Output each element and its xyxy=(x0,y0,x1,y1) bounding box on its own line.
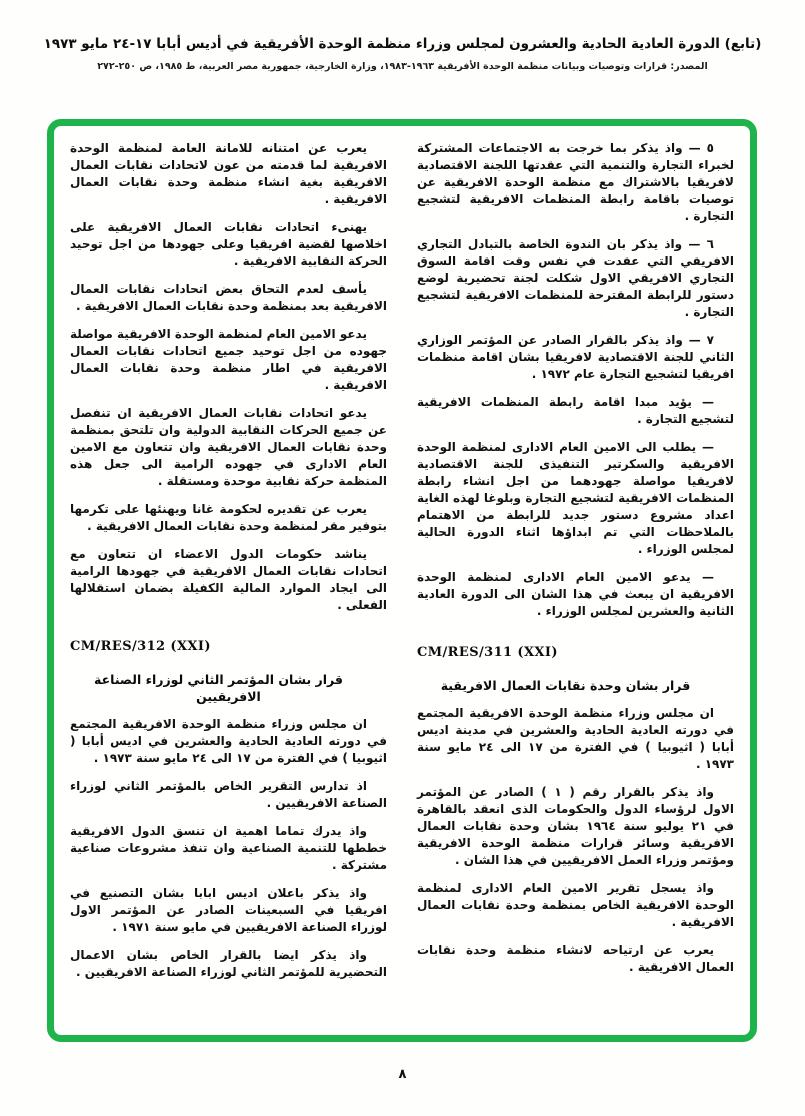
paragraph: اذ تدارس التقرير الخاص بالمؤتمر الثاني لوزراء الصناعة الافريقيين . xyxy=(70,779,387,810)
paragraph: ٥ — واذ يذكر بما خرجت به الاجتماعات المشتركة لخبراء التجارة والتنمية التي عقدتها اللجنة الاقتصادية لافريقيا بالاشتراك مع منظمة الوحدة الافريقية عن توصيات باقامة رابطة المنظمات الافريقية لتشجيع التجارة . xyxy=(417,141,734,223)
resolution-code-311: CM/RES/311 (XXI) xyxy=(417,645,558,660)
paragraph: ٦ — واذ يذكر بان الندوة الخاصة بالتبادل التجاري الافريقي التي عقدت في نفس وقت اقامة السوق التجاري الافريقي الاول شكلت لجنة تحضيرية لوضع دستور للرابطة المقترحة للمنظمات الافريقية لتشجيع التجارة . xyxy=(417,237,734,319)
paragraph: واذ يذكر ايضا بالقرار الخاص بشان الاعمال التحضيرية للمؤتمر الثاني لوزراء الصناعة الافريقيين . xyxy=(70,948,387,979)
column-left xyxy=(70,140,387,1025)
page-header xyxy=(0,0,805,72)
paragraph: يعرب عن امتنانه للامانة العامة لمنظمة الوحدة الافريقية لما قدمته من عون لاتحادات نقابات العمال الافريقية بغية انشاء منظمة وحدة نقابات العمال الافريقية . xyxy=(70,141,387,206)
paragraph: واذ يذكر بالقرار رقم ( ١ ) الصادر عن المؤتمر الاول لرؤساء الدول والحكومات الذى انعقد بالقاهرة في ٢١ يوليو سنة ١٩٦٤ بشان وحدة نقابات العمال الافريقية وسائر قرارات منظمة الوحدة الافريقية ومؤتمر وزراء العمل الافريقيين في هذا الشان . xyxy=(417,785,735,867)
paragraph: يعرب عن تقديره لحكومة غانا ويهنئها على تكرمها بتوفير مقر لمنظمة وحدة نقابات العمال الافريقية . xyxy=(70,502,387,533)
paragraph: يهنىء اتحادات نقابات العمال الافريقية على اخلاصها لقضية افريقيا وعلى جهودها من اجل توحيد الحركة النقابية الافريقية . xyxy=(70,220,387,268)
paragraph: ٧ — واذ يذكر بالقرار الصادر عن المؤتمر الوزاري الثاني للجنة الاقتصادية لافريقيا بشان اقامة منظمات افريقيا لتشجيع التجارة عام ١٩٧٢ . xyxy=(417,333,734,381)
paragraph: واذ يذكر باعلان اديس ابابا بشان التصنيع في افريقيا في السبعينات الصادر عن المؤتمر الاول لوزراء الصناعة الافريقيين في مايو سنة ١٩٧١ . xyxy=(70,886,387,934)
header-source-line: المصدر: قرارات وتوصيات وبيانات منظمة الوحدة الأفريقية ١٩٦٣-١٩٨٣، وزارة الخارجية، جمهورية مصر العربية، ط ١٩٨٥، ص ٢٥٠-٢٧٢ xyxy=(97,61,708,72)
header-title: (تابع) الدورة العادية الحادية والعشرون لمجلس وزراء منظمة الوحدة الأفريقية في أديس أبابا ١٧-٢٤ مايو ١٩٧٣ xyxy=(43,36,762,52)
paragraph: يدعو الامين العام لمنظمة الوحدة الافريقية مواصلة جهوده من اجل توحيد جميع اتحادات نقابات العمال الافريقية في اطار منظمة وحدة نقابات العمال الافريقية . xyxy=(70,327,387,392)
paragraph: يناشد حكومات الدول الاعضاء ان تتعاون مع اتحادات نقابات العمال الافريقية في جهودها الرامية الى ايجاد الموارد المالية الكفيلة بضمان استقلالها الفعلى . xyxy=(70,547,387,612)
two-column-layout xyxy=(70,140,734,1025)
paragraph: يأسف لعدم التحاق بعض اتحادات نقابات العمال الافريقية بعد بمنظمة وحدة نقابات العمال الافريقية . xyxy=(70,282,387,313)
resolution-code-312: CM/RES/312 (XXI) xyxy=(70,639,211,654)
paragraph: واذ يسجل تقرير الامين العام الادارى لمنظمة الوحدة الافريقية الخاص بمنظمة وحدة نقابات العمال الافريقية . xyxy=(417,881,734,929)
paragraph: يعرب عن ارتياحه لانشاء منظمة وحدة نقابات العمال الافريقية . xyxy=(417,943,734,974)
green-highlight-frame xyxy=(47,119,757,1042)
paragraph: يدعو اتحادات نقابات العمال الافريقية ان تنفصل عن جميع الحركات النقابية الدولية وان تلتحق بمنظمة وحدة نقابات العمال الافريقية وان تتعاون مع الامين العام الادارى في جهوده الرامية الى جعل هذه المنظمة حركة نقابية موحدة ومستقلة . xyxy=(70,406,387,488)
paragraph: — يؤيد مبدا اقامة رابطة المنظمات الافريقية لتشجيع التجارة . xyxy=(417,395,734,426)
paragraph: ان مجلس وزراء منظمة الوحدة الافريقية المجتمع في دورته العادية الحادية والعشرين في اديس أبابا ( اثيوبيا ) في الفترة من ١٧ الى ٢٤ مايو سنة ١٩٧٣ . xyxy=(70,717,387,765)
resolution-title-311: قرار بشان وحدة نقابات العمال الافريقية xyxy=(440,678,691,693)
paragraph: — يطلب الى الامين العام الادارى لمنظمة الوحدة الافريقية والسكرتير التنفيذى للجنة الاقتصادية لافريقيا مواصلة جهودهما من اجل انشاء رابطة المنظمات الافريقية لتشجيع التجارة وبلوغا لهذه الغاية اعداد مشروع دستور جديد للرابطة من الاهتمام بالملاحظات التي تم ابداؤها اثناء الدورة الحالية لمجلس الوزراء . xyxy=(417,440,734,556)
page-number: ٨ xyxy=(398,1067,407,1082)
paragraph: — يدعو الامين العام الادارى لمنظمة الوحدة الافريقية ان يبعث في هذا الشان الى الدورة العادية الثانية والعشرين لمجلس الوزراء . xyxy=(417,570,734,618)
resolution-title-312: قرار بشان المؤتمر الثاني لوزراء الصناعة الافريقيين xyxy=(94,672,343,704)
column-right xyxy=(417,140,734,1025)
paragraph: ان مجلس وزراء منظمة الوحدة الافريقية المجتمع في دورته العادية الحادية والعشرين في مدينة اديس أبابا ( اثيوبيا ) في الفترة من ١٧ الى ٢٤ مايو سنة ١٩٧٣ . xyxy=(417,706,734,771)
paragraph: واذ يدرك تماما اهمية ان تنسق الدول الافريقية خططها للتنمية الصناعية وان تنفذ مشروعات صناعية مشتركة . xyxy=(70,824,387,872)
